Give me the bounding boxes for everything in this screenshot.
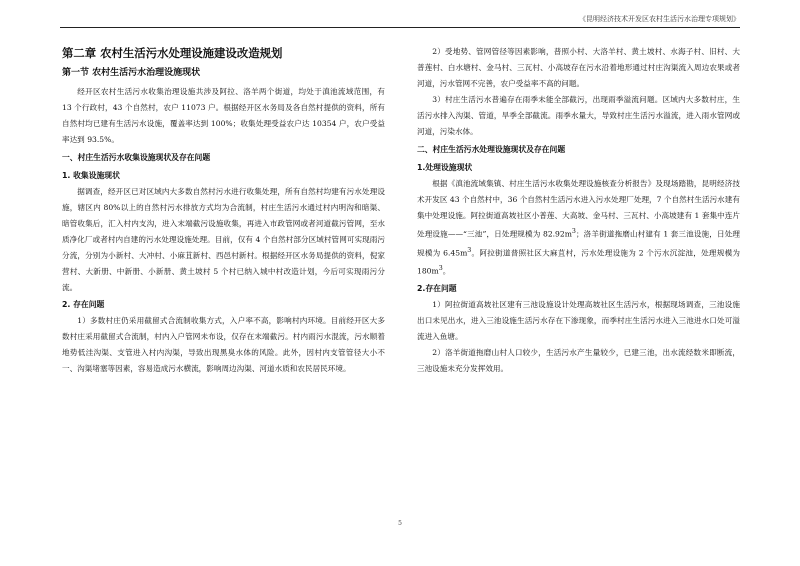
subsection-heading-collection: 一、村庄生活污水收集设施现状及存在问题 — [62, 153, 211, 162]
heading-treatment-status: 1.处理设施现状 — [417, 163, 473, 172]
superscript-cubic-3: 3 — [438, 265, 443, 273]
heading-treatment-problems: 2.存在问题 — [417, 283, 457, 293]
running-header: 《昆明经济技术开发区农村生活污水治理专项规划》 — [60, 14, 740, 28]
problem-paragraph-5: 2）洛羊街道拖磨山村人口较少，生活污水产生量较少，已建三池，出水流经数米即断流，三池设施未充分发挥效用。 — [417, 347, 740, 373]
collection-paragraph: 据调查，经开区已对区域内大多数自然村污水进行收集处理，所有自然村均建有污水处理设施，辖区内 80%以上的自然村污水排放方式均为合流制，村庄生活污水通过村内明沟和暗渠、暗管收集后，汇入村内支沟，进入末端截污设施收集，再进入市政管网或者河道截污管网，至水质净化厂或者村内自建的污水处理设施处理。目前，仅有 4 个自然村部分区域村管网可实现雨污分流，分别为小新村、大冲村、小麻苴新村、西邑村新村。根据经开区水务局提供的资料，倪家营村、大新册、中新册、小新册、黄土坡村 5 个村已纳入城中村改造计划，今后可实现雨污分流。 — [62, 187, 385, 292]
heading-collection-status: 1. 收集设施现状 — [62, 171, 120, 180]
heading-collection-problems: 2. 存在问题 — [62, 300, 105, 309]
intro-paragraph: 经开区农村生活污水收集治理设施共涉及阿拉、洛羊两个街道，均处于滇池流域范围，有 13 个行政村，43 个自然村，农户 11073 户。根据经开区水务局及各自然村提供的资料，所有自然村均已建有生活污水设施，覆盖率达到 100%；收集处理受益农户达 10354 户，农户受益率达到 93.5%。 — [62, 87, 385, 144]
treatment-text-c: 。阿拉街道普照社区大麻苴村，污水处理设施为 2 个污水沉淀池，处理规模为 180m — [417, 248, 741, 276]
problem-paragraph-3: 3）村庄生活污水普遍存在雨季未能全部截污，出现雨季溢流问题。区域内大多数村庄，生活污水排入沟渠、管道，旱季全部截流。雨季水量大，导致村庄生活污水溢流，进入雨水管网或河道，污染水体。 — [417, 95, 740, 136]
treatment-text-a: 根据《滇池流域集镇、村庄生活污水收集处理设施核查分析报告》及现场踏勘，昆明经济技术开发区 43 个自然村中，36 个自然村生活污水进入污水处理厂处理，7 个自然村生活污水建有集中处理设施。阿拉街道高坡社区小普莲、大高坡、金马村、三瓦村、小高坡建有 1 套集中连片处理设施——“三池”，日处理规模为 82.92m — [417, 179, 740, 239]
left-column — [62, 44, 385, 377]
chapter-title: 第二章 农村生活污水处理设施建设改造规划 — [62, 46, 283, 60]
page-number: 5 — [398, 520, 402, 527]
section-title: 第一节 农村生活污水治理设施现状 — [62, 68, 201, 78]
treatment-paragraph — [417, 176, 740, 280]
treatment-text-d: 。 — [442, 266, 451, 276]
superscript-cubic-1: 3 — [571, 228, 576, 235]
right-column — [417, 44, 740, 377]
problem-paragraph-2: 2）受地势、管网管径等因素影响，普照小村、大洛羊村、黄土坡村、水海子村、旧村、大普莲村、白水塘村、金马村、三瓦村、小高坡存在污水沿着地形通过村庄沟渠流入周边农果或者河道，污水管网不完善，农户受益率不高的问题。 — [417, 47, 740, 88]
problem-paragraph-1: 1）多数村庄仍采用截留式合流制收集方式，入户率不高，影响村内环境。目前经开区大多数村庄采用截留式合流制，村内入户管网未布设，仅存在末端截污。村内雨污水混流，污水顺着地势低洼沟渠、支管进入村内沟渠，导致出现黑臭水体的风险。此外，因村内支管管径大小不一、沟渠堵塞等因素，容易造成污水横流，影响周边沟渠、河道水质和农民居民环境。 — [62, 316, 385, 373]
treatment-text-b: ；洛羊街道拖磨山村建有 1 套三池设施，日处理规模为 6.45m — [417, 229, 740, 258]
superscript-cubic-2: 3 — [467, 246, 472, 254]
subsection-heading-treatment: 二、村庄生活污水处理设施现状及存在问题 — [417, 145, 566, 154]
problem-paragraph-4: 1）阿拉街道高坡社区建有三池设施设计处理高坡社区生活污水，根据现场调查，三池设施出口未见出水，进入三池设施生活污水存在下渗现象，而季村庄生活污水进入三池进水口处可溢流进入鱼塘。 — [417, 299, 740, 341]
